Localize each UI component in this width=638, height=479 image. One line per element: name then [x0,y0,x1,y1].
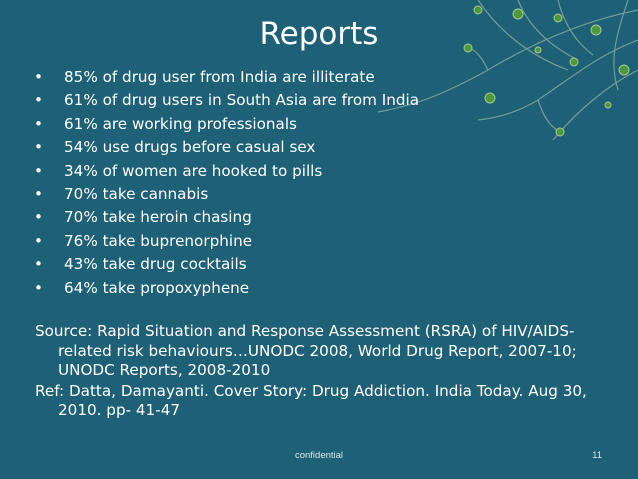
page-number: 11 [592,450,602,461]
bullet-item: • 61% of drug users in South Asia are from India [34,89,419,112]
bullet-item: • 43% take drug cocktails [34,253,419,276]
bullet-item: • 70% take cannabis [34,183,419,206]
bullet-item: • 54% use drugs before casual sex [34,136,419,159]
reference-citation: Ref: Datta, Damayanti. Cover Story: Drug Addiction. India Today. Aug 30, 2010. pp- 41-47 [35,381,587,419]
slide-title: Reports [259,16,379,52]
bullet-item: • 61% are working professionals [34,113,419,136]
bullet-list [34,66,419,300]
bullet-item: • 76% take buprenorphine [34,230,419,253]
bullet-item: • 85% of drug user from India are illiterate [34,66,419,89]
bullet-item: • 70% take heroin chasing [34,206,419,229]
footer-confidential-label: confidential [294,450,344,461]
bullet-item: • 34% of women are hooked to pills [34,160,419,183]
source-citation: Source: Rapid Situation and Response Assessment (RSRA) of HIV/AIDS-related risk behaviours…UNODC 2008, World Drug Report, 2007-10; UNODC Reports, 2008-2010 [35,322,577,379]
bullet-item: • 64% take propoxyphene [34,277,419,300]
references-block [35,322,610,421]
